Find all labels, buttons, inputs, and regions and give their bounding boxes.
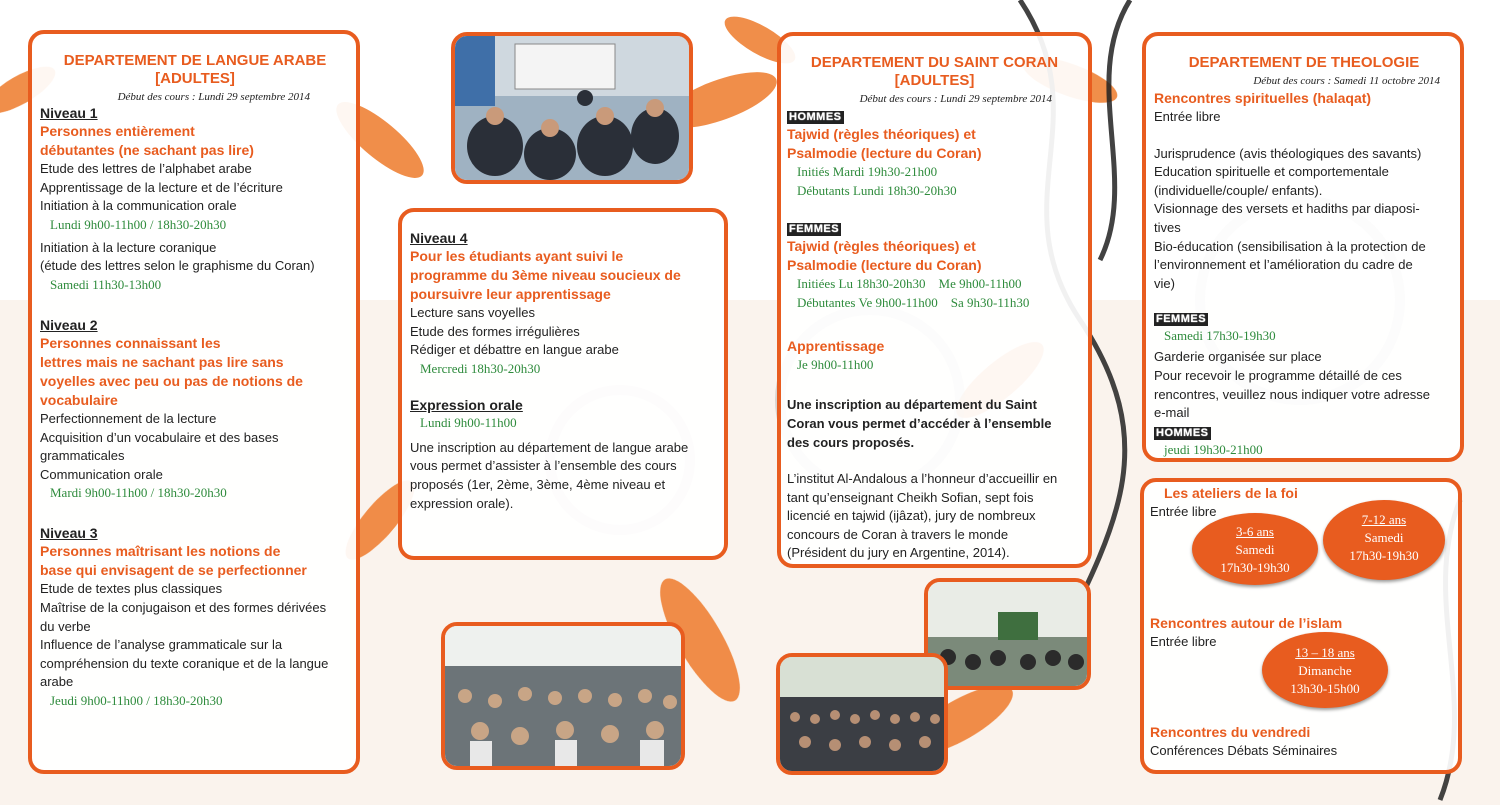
level-1-label: Niveau 1 <box>40 105 98 121</box>
theo-text: e-mail <box>1154 405 1190 421</box>
level-4-text: Rédiger et débattre en langue arabe <box>410 342 619 358</box>
age-7-12-badge <box>1323 500 1445 580</box>
coran-inscription-note: Coran vous permet d’accéder à l’ensemble <box>787 416 1052 431</box>
theo-text: vie) <box>1154 275 1175 291</box>
level-1-heading: Personnes entièrement <box>40 123 195 139</box>
level-1-schedule: Lundi 9h00-11h00 / 18h30-20h30 <box>50 216 227 232</box>
level-4-heading: poursuivre leur apprentissage <box>410 286 611 302</box>
cheikh-note: tant qu’enseignant Cheikh Sofian, sept fois <box>787 489 1034 505</box>
level-3-text: Etude de textes plus classiques <box>40 581 223 597</box>
apprentissage-schedule: Je 9h00-11h00 <box>797 357 874 372</box>
age-3-6-badge <box>1192 513 1318 585</box>
level-3-heading: base qui envisagent de se perfectionner <box>40 562 307 579</box>
islam-text: Entrée libre <box>1150 633 1217 649</box>
level-3-text: arabe <box>40 674 74 690</box>
dept-coran-card <box>777 32 1092 568</box>
level-3-text: du verbe <box>40 618 91 634</box>
meeting-photo <box>924 578 1091 690</box>
audience-photo <box>776 653 948 775</box>
ateliers-heading: Les ateliers de la foi <box>1164 485 1298 501</box>
age-range: 7-12 ans <box>1361 512 1407 527</box>
time: 13h30-15h00 <box>1290 681 1360 696</box>
time: 17h30-19h30 <box>1349 548 1419 563</box>
level-1-text: Initiation à la communication orale <box>40 198 237 214</box>
level-2-text: grammaticales <box>40 448 125 464</box>
day: Samedi <box>1364 530 1404 545</box>
niveau-4-card <box>398 208 728 560</box>
femmes-tag: FEMMES <box>1156 313 1207 326</box>
dept-theo-title: DEPARTEMENT DE THEOLOGIE <box>1188 54 1420 71</box>
halaqat-heading: Rencontres spirituelles (halaqat) <box>1154 90 1372 106</box>
niveau-4-note: proposés (1er, 2ème, 3ème, 4ème niveau et <box>410 476 666 492</box>
femmes-tag: FEMMES <box>789 223 840 235</box>
expression-orale-schedule: Lundi 9h00-11h00 <box>420 414 517 430</box>
theo-text: Bio-éducation (sensibilisation à la protection de <box>1154 238 1426 254</box>
level-4-text: Lecture sans voyelles <box>410 305 536 320</box>
hommes-tag: HOMMES <box>789 111 842 123</box>
level-1-text: Apprentissage de la lecture et de l’écriture <box>40 179 283 195</box>
niveau-4-note: Une inscription au département de langue arabe <box>410 439 689 455</box>
coran-hommes-schedule: Débutants Lundi 18h30-20h30 <box>797 183 957 198</box>
dept-arabe-subtitle: [ADULTES] <box>155 70 235 87</box>
dept-arabe-card <box>28 30 360 774</box>
theo-text: Visionnage des versets et hadiths par diaposi- <box>1154 201 1420 217</box>
level-1-text: (étude des lettres selon le graphisme du Coran) <box>40 258 315 274</box>
hommes-tag: HOMMES <box>1156 426 1209 439</box>
vendredi-text: Conférences Débats Séminaires <box>1150 743 1338 759</box>
coran-hommes-heading: Psalmodie (lecture du Coran) <box>787 145 982 161</box>
coran-femmes-heading: Tajwid (règles théoriques) et <box>787 238 976 254</box>
ateliers-text: Entrée libre <box>1150 504 1217 519</box>
cheikh-note: L’institut Al-Andalous a l’honneur d’accueillir en <box>787 471 1058 486</box>
prayer-hall-photo <box>441 622 685 770</box>
level-3-text: compréhension du texte coranique et de la langue <box>40 655 329 671</box>
coran-inscription-note: des cours proposés. <box>787 435 915 450</box>
level-2-text: Acquisition d’un vocabulaire et des bases <box>40 429 279 445</box>
theo-text: (individuelle/couple/ enfants). <box>1154 182 1323 198</box>
coran-femmes-schedule: Initiées Lu 18h30-20h30 Me 9h00-11h00 <box>797 276 1022 291</box>
level-4-heading: Pour les étudiants ayant suivi le <box>410 248 624 264</box>
age-range: 13 – 18 ans <box>1295 645 1355 660</box>
level-1-schedule: Samedi 11h30-13h00 <box>50 276 162 292</box>
age-range: 3-6 ans <box>1236 524 1274 539</box>
level-4-text: Etude des formes irrégulières <box>410 323 580 339</box>
theo-text: Entrée libre <box>1154 109 1221 124</box>
day: Dimanche <box>1298 663 1352 678</box>
cheikh-note: licencié en tajwid (ijâzat), jury de nombreux <box>787 508 1036 524</box>
day: Samedi <box>1235 542 1275 557</box>
level-2-heading: voyelles avec peu ou pas de notions de <box>40 372 303 389</box>
theo-text: l’environnement et l’amélioration du cadre de <box>1154 257 1413 273</box>
level-2-heading: lettres mais ne sachant pas lire sans <box>40 353 284 370</box>
theo-text: Garderie organisée sur place <box>1154 349 1322 365</box>
level-4-schedule: Mercredi 18h30-20h30 <box>420 360 541 376</box>
theo-text: tives <box>1154 219 1181 235</box>
dept-coran-subtitle: [ADULTES] <box>894 72 975 89</box>
level-2-heading: vocabulaire <box>40 391 118 408</box>
dept-arabe-title: DEPARTEMENT DE LANGUE ARABE <box>63 52 327 69</box>
level-3-text: Influence de l’analyse grammaticale sur la <box>40 637 283 653</box>
cheikh-note: concours de Coran à travers le monde <box>787 526 1009 542</box>
level-1-heading: débutantes (ne sachant pas lire) <box>40 142 254 158</box>
cheikh-note: (Président du jury en Argentine, 2014). <box>787 545 1010 561</box>
theo-text: Pour recevoir le programme détaillé de ces <box>1154 367 1402 383</box>
age-13-18-badge <box>1262 632 1388 708</box>
level-2-label: Niveau 2 <box>40 316 98 333</box>
apprentissage-heading: Apprentissage <box>787 338 885 354</box>
dept-coran-title: DEPARTEMENT DU SAINT CORAN <box>810 54 1059 71</box>
dept-theo-date: Début des cours : Samedi 11 octobre 2014 <box>1253 75 1440 87</box>
coran-inscription-note: Une inscription au département du Saint <box>787 397 1037 412</box>
level-3-label: Niveau 3 <box>40 525 98 542</box>
theo-text: Education spirituelle et comportementale <box>1154 164 1389 180</box>
coran-femmes-schedule: Débutantes Ve 9h00-11h00 Sa 9h30-11h30 <box>797 295 1030 310</box>
classroom-photo <box>451 32 693 184</box>
level-2-text: Communication orale <box>40 466 163 482</box>
theo-text: rencontres, veuillez nous indiquer votre adresse <box>1154 386 1431 402</box>
theo-femmes-schedule: Samedi 17h30-19h30 <box>1164 328 1276 344</box>
level-3-schedule: Jeudi 9h00-11h00 / 18h30-20h30 <box>50 692 223 708</box>
level-3-heading: Personnes maîtrisant les notions de <box>40 543 281 560</box>
dept-coran-date: Début des cours : Lundi 29 septembre 2014 <box>859 93 1052 105</box>
vendredi-heading: Rencontres du vendredi <box>1150 724 1311 741</box>
coran-hommes-heading: Tajwid (règles théoriques) et <box>787 126 976 142</box>
level-1-text: Initiation à la lecture coranique <box>40 239 217 255</box>
niveau-4-note: vous permet d’assister à l’ensemble des cours <box>410 458 677 474</box>
level-2-text: Perfectionnement de la lecture <box>40 410 217 426</box>
level-1-text: Etude des lettres de l’alphabet arabe <box>40 161 252 176</box>
level-2-heading: Personnes connaissant les <box>40 334 221 351</box>
time: 17h30-19h30 <box>1220 560 1290 575</box>
theo-text: Jurisprudence (avis théologiques des savants) <box>1154 145 1422 161</box>
coran-femmes-heading: Psalmodie (lecture du Coran) <box>787 257 982 273</box>
level-2-schedule: Mardi 9h00-11h00 / 18h30-20h30 <box>50 485 227 501</box>
coran-hommes-schedule: Initiés Mardi 19h30-21h00 <box>797 164 938 179</box>
expression-orale-label: Expression orale <box>410 396 523 413</box>
niveau-4-note: expression orale). <box>410 495 514 511</box>
theo-hommes-schedule: jeudi 19h30-21h00 <box>1164 441 1263 457</box>
level-4-label: Niveau 4 <box>410 230 468 246</box>
level-3-text: Maîtrise de la conjugaison et des formes dérivées <box>40 599 327 615</box>
dept-theo-card <box>1142 32 1464 462</box>
dept-arabe-date: Début des cours : Lundi 29 septembre 2014 <box>117 91 310 103</box>
islam-heading: Rencontres autour de l’islam <box>1150 614 1343 631</box>
level-4-heading: programme du 3ème niveau soucieux de <box>410 267 681 283</box>
